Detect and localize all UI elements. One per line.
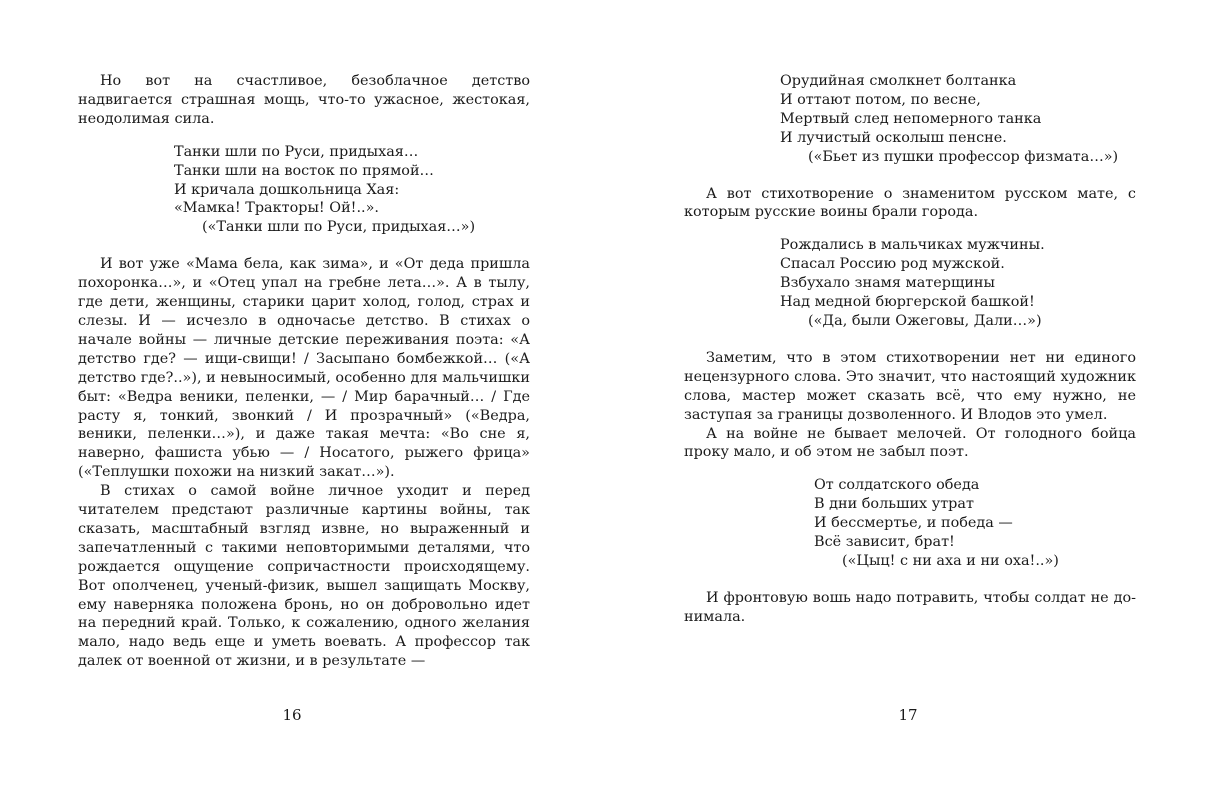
poem-source: («Да, были Ожеговы, Дали…») <box>808 312 1042 329</box>
poem-line: Орудийная смолкнет болтанка <box>780 73 1017 89</box>
poem-line: Над медной бюргерской башкой! <box>780 294 1035 311</box>
poem-line: Мертвый след непомерного танка <box>780 110 1042 127</box>
paragraph: Но вот на счастливое, безоблачное детство надвигается страшная мощь, что-то ужасное, жестокая, неодолимая сила. <box>78 73 530 127</box>
poem-line: И лучистый осколыш пенсне. <box>780 129 1007 146</box>
poem-line: И оттают потом, по весне, <box>780 91 981 108</box>
poem-source: («Бьет из пушки профессор физмата…») <box>808 148 1119 165</box>
poem-line: Рождались в мальчиках мужчины. <box>780 237 1045 254</box>
poem-line: «Мамка! Тракторы! Ой!..». <box>174 200 379 217</box>
poem-quote <box>780 72 1136 167</box>
poem-line: От солдатского обеда <box>814 477 980 494</box>
poem-line: Танки шли по Руси, придыхая… <box>174 143 419 160</box>
paragraph: В стихах о самой войне личное уходит и перед читателем предстают различные картины войны, так сказать, масштабный взгляд извне, но выраженный и запечатленный с такими неповторимыми деталями, что рождается ощущение сопричастности происходящему. Вот ополченец, ученый-физик, вышел защищать Москву, ему наверняка положена бронь, но он добровольно идет на передний край. Только, к сожалению, одного желания мало, надо ведь еще и уметь воевать. А профессор так далек от военной от жизни, и в результате — <box>78 483 530 670</box>
poem-source: («Цыц! с ни аха и ни оха!..») <box>842 552 1059 569</box>
poem-quote <box>174 143 530 238</box>
paragraph: Заметим, что в этом стихотворении нет ни единого нецензурного слова. Это значит, что настоящий художник слова, мастер может сказать всё, что ему нужно, не заступая за границы дозволенного. И Влодов это умел. <box>684 349 1136 423</box>
page-number: 17 <box>898 706 918 724</box>
poem-line: И кричала дошкольница Хая: <box>174 181 400 198</box>
poem-line: Всё зависит, брат! <box>814 534 955 551</box>
paragraph: И вот уже «Мама бела, как зима», и «От деда пришла похоронка…», и «Отец упал на гребне лета…». А в тылу, где дети, женщины, старики царит холод, голод, страх и слезы. И — исчезло в одночасье детство. В стихах о начале войны — личные детские переживания поэта: «А детство где? — ищи-свищи! / Засыпано бомбежкой… («А детство где?..»), и невыносимый, особенно для мальчишки быт: «Ведра веники, пеленки, — / Мир барачный… / Где расту я, тонкий, звонкий / И прозрачный» («Ведра, веники, пеленки…»), и даже такая мечта: «Во сне я, наверно, фашиста убью — / Носатого, рыжего фрица» («Теплушки похожи на низкий закат…»). <box>78 256 530 481</box>
right-page <box>684 72 1136 627</box>
paragraph: И фронтовую вошь надо потравить, чтобы солдат не донимала. <box>684 589 1136 625</box>
paragraph: А на войне не бывает мелочей. От голодного бойца проку мало, и об этом не забыл поэт. <box>684 425 1136 461</box>
page-number: 16 <box>282 706 302 724</box>
poem-source: («Танки шли по Руси, придыхая…») <box>202 219 476 236</box>
poem-line: В дни больших утрат <box>814 496 974 513</box>
poem-quote <box>814 476 1136 571</box>
poem-line: Спасал Россию род мужской. <box>780 256 1005 273</box>
left-page <box>78 72 530 671</box>
poem-quote <box>780 236 1136 331</box>
poem-line: И бессмертье, и победа — <box>814 515 1013 532</box>
paragraph: А вот стихотворение о знаменитом русском мате, с которым русские воины брали города. <box>684 185 1136 221</box>
poem-line: Танки шли на восток по прямой… <box>174 162 434 179</box>
poem-line: Взбухало знамя матерщины <box>780 275 995 292</box>
